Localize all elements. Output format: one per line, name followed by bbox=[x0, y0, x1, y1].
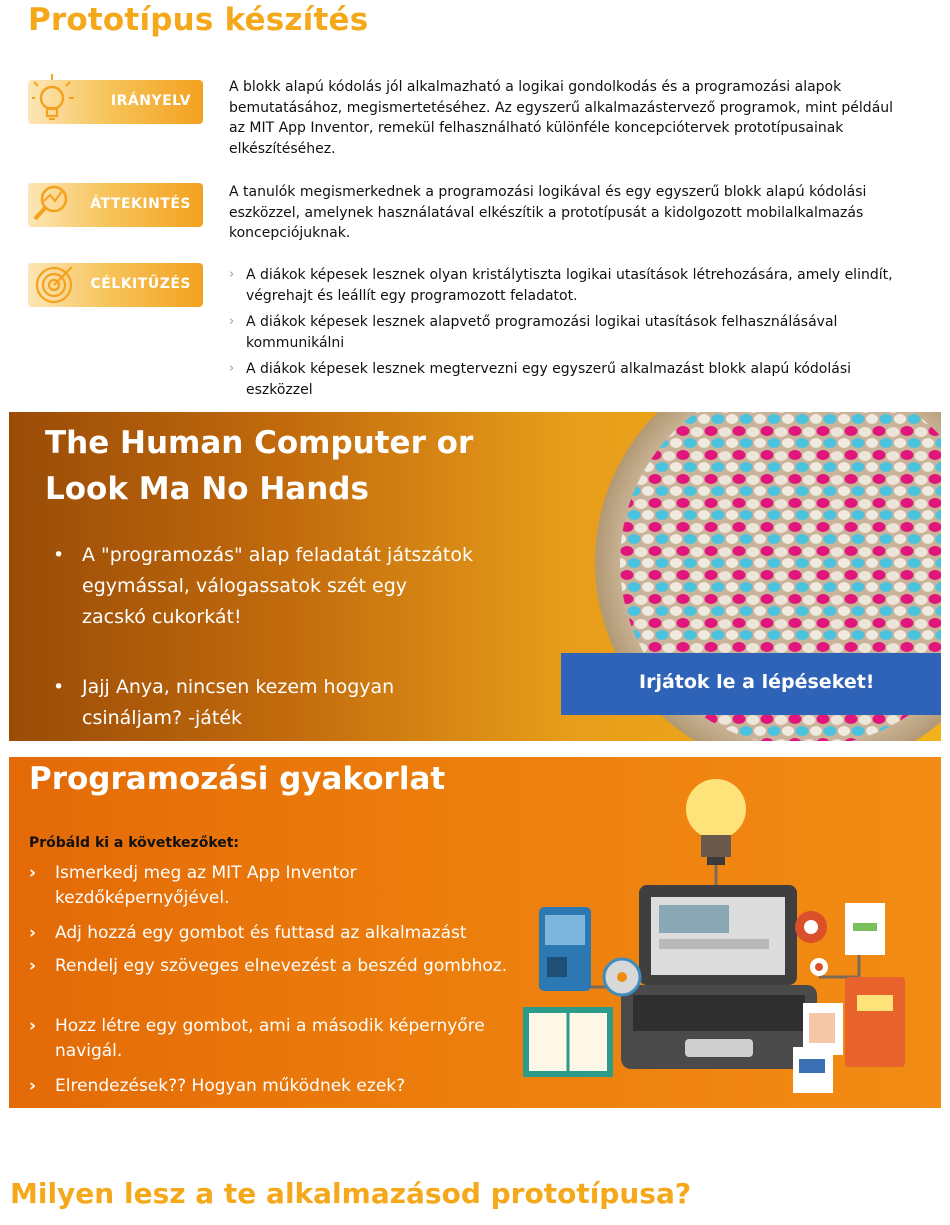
goal-item: › A diákok képesek lesznek megtervezni egy egyszerű alkalmazást blokk alapú kódolási eszközzel bbox=[229, 361, 852, 398]
slide2-bullet: › Adj hozzá egy gombot és futtasd az alkalmazást bbox=[29, 923, 467, 943]
section-text-attekintes: A tanulók megismerkednek a programozási logikával és egy egyszerű blokk alapú kódolási eszközzel, amelynek használatával elkészítik a prototípusát a kidolgozott mobilalkalmazás koncepciójuknak. bbox=[229, 184, 867, 241]
goal-item: › A diákok képesek lesznek olyan kristálytiszta logikai utasítások létrehozására, amely elindít, végrehajt és leállít egy programozott feladatot. bbox=[229, 267, 893, 304]
instruction-banner bbox=[561, 653, 941, 715]
badge-label: ÁTTEKINTÉS bbox=[90, 196, 191, 212]
badge-attekintes bbox=[28, 183, 203, 227]
gear-icon bbox=[795, 911, 828, 976]
badge-celkituzes bbox=[28, 263, 203, 307]
slide-human-computer bbox=[9, 412, 941, 741]
bottom-title: Milyen lesz a te alkalmazásod prototípusa? bbox=[10, 1177, 692, 1210]
slide2-subtitle: Próbáld ki a következőket: bbox=[29, 835, 240, 851]
slide-programming-practice bbox=[9, 757, 941, 1108]
slide2-bullet: › Elrendezések?? Hogyan működnek ezek? bbox=[29, 1076, 406, 1096]
section-text-iranyelv: A blokk alapú kódolás jól alkalmazható a logikai gondolkodás és a programozási alapok bemutatásához, megismertetéséhez. Az egyszerű alkalmazástervező programok, mint például az MIT App Inventor, remekül felhasználható különféle koncepciótervek prototípusainak elkészítéséhez. bbox=[229, 79, 894, 157]
lightbulb-icon bbox=[686, 779, 746, 865]
computer-illustration bbox=[509, 767, 909, 1097]
slide2-bullet: › Ismerkedj meg az MIT App Inventor kezdőképernyőjével. bbox=[29, 863, 357, 908]
slide2-bullet: › Hozz létre egy gombot, ami a második képernyőre navigál. bbox=[29, 1016, 485, 1061]
slide1-bullet: • A "programozás" alap feladatát játszátok egymással, válogassatok szét egy zacskó cukorkát! bbox=[53, 544, 474, 628]
slide2-bullet: › Rendelj egy szöveges elnevezést a beszéd gombhoz. bbox=[29, 956, 508, 976]
badge-label: IRÁNYELV bbox=[110, 93, 191, 109]
badge-iranyelv bbox=[28, 80, 203, 124]
badge-label: CÉLKITŰZÉS bbox=[90, 276, 191, 292]
banner-text: Irjátok le a lépéseket! bbox=[639, 671, 875, 693]
goal-item: › A diákok képesek lesznek alapvető programozási logikai utasítások felhasználásával kommunikálni bbox=[229, 314, 838, 351]
slide2-title: Programozási gyakorlat bbox=[29, 761, 446, 797]
tablet-icon bbox=[539, 907, 591, 991]
laptop-icon bbox=[621, 885, 817, 1069]
notebook-icon bbox=[523, 1007, 613, 1077]
magnifier-icon bbox=[32, 177, 84, 233]
lightbulb-icon bbox=[32, 74, 84, 130]
book-icon bbox=[845, 977, 905, 1067]
page-title: Prototípus készítés bbox=[28, 2, 369, 38]
target-icon bbox=[32, 257, 84, 313]
slide1-title: The Human Computer or Look Ma No Hands bbox=[45, 425, 474, 507]
cd-icon bbox=[604, 959, 640, 995]
slide1-bullet: • Jajj Anya, nincsen kezem hogyan csináljam? -játék bbox=[53, 676, 395, 729]
